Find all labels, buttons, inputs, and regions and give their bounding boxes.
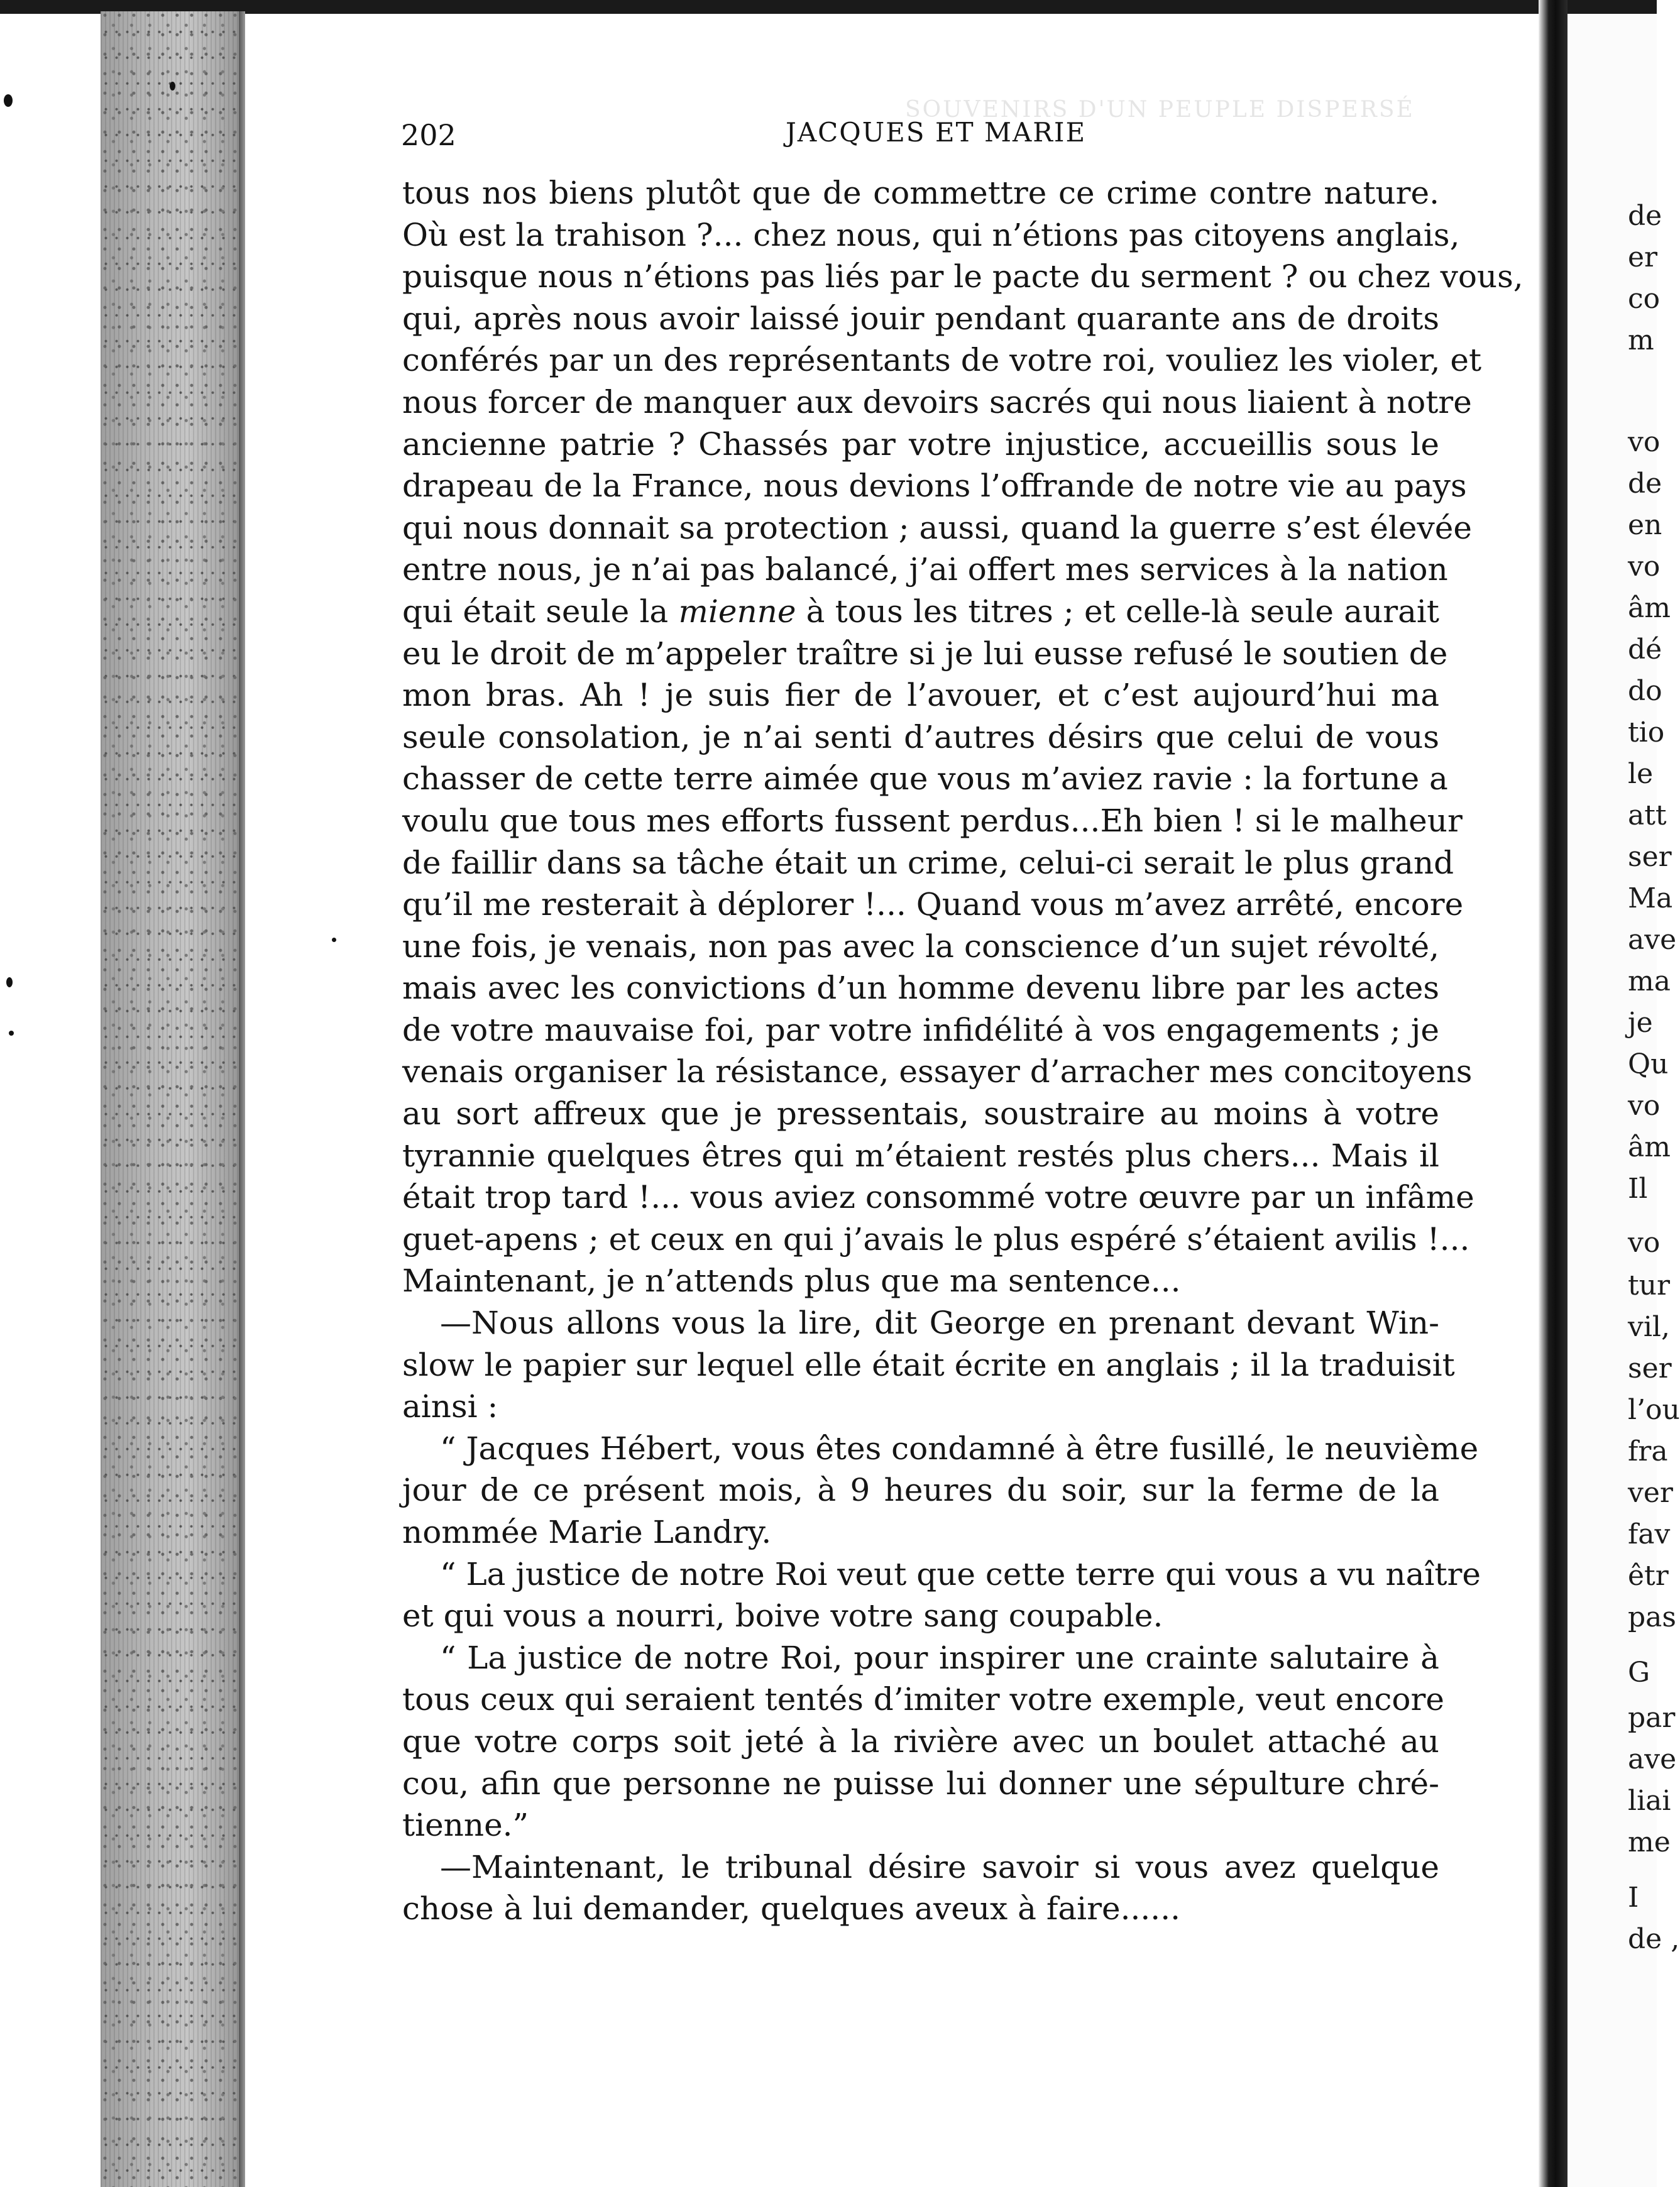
facing-page-fragment: vo [1628,551,1661,583]
text-line: tous nos biens plutôt que de commettre ce crime contre nature. [402,175,1439,211]
book-page-edge-shadow [239,11,245,2187]
body-text [402,172,1524,1930]
facing-page-fragment: G [1628,1657,1650,1689]
text-line: —Maintenant, le tribunal désire savoir si vous avez quelque [440,1848,1439,1885]
text-line: venais organiser la résistance, essayer d’arracher mes concitoyens [402,1053,1473,1090]
page-number: 202 [401,118,456,152]
text-line: chasser de cette terre aimée que vous m’aviez ravie : la fortune a [402,760,1448,798]
scan-speck [9,1031,14,1036]
text-line: puisque nous n’étions pas liés par le pacte du serment ? ou chez vous, [402,258,1524,295]
facing-page-fragment: tur [1628,1269,1671,1302]
text-line: de faillir dans sa tâche était un crime, celui-ci serait le plus grand [402,844,1454,881]
text-line: jour de ce présent mois, à 9 heures du soir, sur la ferme de la [402,1472,1439,1509]
text-line: entre nous, je n’ai pas balancé, j’ai offert mes services à la nation [402,551,1448,588]
facing-page-fragment: ser [1628,1352,1672,1384]
emphasized-word: mienne [678,593,796,630]
scan-speck [170,82,175,90]
text-line: “ Jacques Hébert, vous êtes condamné à être fusillé, le neuvième [440,1430,1479,1467]
text-line: mais avec les convictions d’un homme devenu libre par les actes [402,970,1439,1007]
text-line: “ La justice de notre Roi, pour inspirer une crainte salutaire à [440,1639,1439,1676]
facing-page-fragment: vo [1628,1090,1661,1122]
text-line: ainsi : [402,1388,498,1425]
facing-page-fragment: de [1628,200,1662,232]
facing-page-fragment: ave [1628,1743,1677,1775]
scan-speck [6,977,13,987]
text-line: Où est la trahison ?... chez nous, qui n’étions pas citoyens anglais, [402,216,1460,253]
facing-page-fragment: co [1628,283,1661,315]
text-line: mon bras. Ah ! je suis fier de l’avouer, et c’est aujourd’hui ma [402,677,1439,714]
facing-page [1567,0,1680,2187]
text-line: était trop tard !... vous aviez consommé votre œuvre par un infâme [402,1179,1474,1216]
text-line: cou, afin que personne ne puisse lui donner une sépulture chré- [402,1765,1439,1802]
text-line: seule consolation, je n’ai senti d’autres désirs que celui de vous [402,718,1439,755]
text-line: —Nous allons vous la lire, dit George en prenant devant Win- [440,1305,1439,1342]
text-line: “ La justice de notre Roi veut que cette terre qui vous a vu naître [440,1555,1481,1592]
text-line: une fois, je venais, non pas avec la conscience d’un sujet révolté, [402,928,1439,965]
text-line: nous forcer de manquer aux devoirs sacrés qui nous liaient à notre [402,383,1472,420]
facing-page-fragment: ser [1628,841,1672,873]
text-line: voulu que tous mes efforts fussent perdus...Eh bien ! si le malheur [402,802,1463,839]
facing-page-fragment: att [1628,799,1667,831]
text-line: ancienne patrie ? Chassés par votre injustice, accueillis sous le [402,425,1439,463]
text-line: qui était seule la mienne à tous les titres ; et celle-là seule aurait [402,593,1440,630]
facing-page-fragment: êtr [1628,1560,1669,1592]
facing-page-fragment: âm [1628,1131,1671,1163]
book-gutter [1539,0,1567,2187]
facing-page-fragment: en [1628,509,1662,541]
text-line: Maintenant, je n’attends plus que ma sentence... [402,1263,1181,1300]
facing-page-fragment: vo [1628,1227,1661,1259]
text-line: qu’il me resterait à déplorer !... Quand vous m’avez arrêté, encore [402,886,1464,923]
text-line: que votre corps soit jeté à la rivière avec un boulet attaché au [402,1723,1439,1760]
facing-page-fragment: Il [1628,1173,1648,1205]
facing-page-fragment: Qu [1628,1048,1669,1080]
facing-page-fragment: fra [1628,1435,1668,1467]
facing-page-fragment: l’ou [1628,1394,1680,1426]
left-page [245,14,1539,2187]
facing-page-fragment: m [1628,324,1654,356]
text-line: tous ceux qui seraient tentés d’imiter votre exemple, veut encore [402,1681,1444,1718]
text-line: au sort affreux que je pressentais, soustraire au moins à votre [402,1095,1439,1132]
text-line: eu le droit de m’appeler traître si je lui eusse refusé le soutien de [402,635,1448,672]
running-head: JACQUES ET MARIE [786,117,1087,148]
facing-page-fragment: ma [1628,965,1671,997]
facing-page-fragment: dé [1628,633,1662,666]
text-line: guet-apens ; et ceux en qui j’avais le plus espéré s’étaient avilis !... [402,1220,1470,1258]
facing-page-fragment: er [1628,241,1658,273]
facing-page-fragment: ave [1628,924,1677,956]
facing-page-fragment: fav [1628,1518,1671,1550]
facing-page-fragment: le [1628,758,1654,790]
facing-page-fragment: de [1628,468,1662,500]
scan-top-border [0,0,1657,14]
scan-speck [4,94,13,107]
facing-page-fragment: pas [1628,1601,1676,1633]
text-line: tyrannie quelques êtres qui m’étaient restés plus chers... Mais il [402,1137,1439,1174]
facing-page-fragment: tio [1628,716,1665,748]
facing-page-fragment: ver [1628,1477,1673,1509]
facing-page-fragment: Ma [1628,882,1673,914]
facing-page-fragment: vo [1628,426,1661,458]
text-line: nommée Marie Landry. [402,1514,772,1550]
text-line: chose à lui demander, quelques aveux à faire...... [402,1890,1180,1927]
facing-page-fragment: âm [1628,592,1671,624]
bleed-through-header: SOUVENIRS D'UN PEUPLE DISPERSÉ [905,97,1415,123]
text-line: tienne.” [402,1807,529,1844]
facing-page-fragment: vil, [1628,1311,1670,1343]
text-line: qui nous donnait sa protection ; aussi, quand la guerre s’est élevée [402,509,1472,546]
facing-page-fragment: do [1628,675,1662,707]
text-line: de votre mauvaise foi, par votre infidélité à vos engagements ; je [402,1011,1439,1048]
text-line: qui, après nous avoir laissé jouir pendant quarante ans de droits [402,300,1439,337]
facing-page-fragment: par [1628,1702,1676,1734]
facing-page-fragment: de , [1628,1923,1680,1955]
facing-page-fragment: liai [1628,1785,1671,1817]
facing-page-fragment: je [1628,1007,1653,1039]
facing-page-fragment: me [1628,1826,1671,1858]
text-line: drapeau de la France, nous devions l’offrande de notre vie au pays [402,468,1467,505]
book-page-edge [101,11,245,2187]
text-line: conférés par un des représentants de votre roi, vouliez les violer, et [402,342,1482,379]
facing-page-fragment: I [1628,1882,1639,1914]
text-line: slow le papier sur lequel elle était écrite en anglais ; il la traduisit [402,1346,1455,1383]
text-line: et qui vous a nourri, boive votre sang coupable. [402,1598,1163,1635]
